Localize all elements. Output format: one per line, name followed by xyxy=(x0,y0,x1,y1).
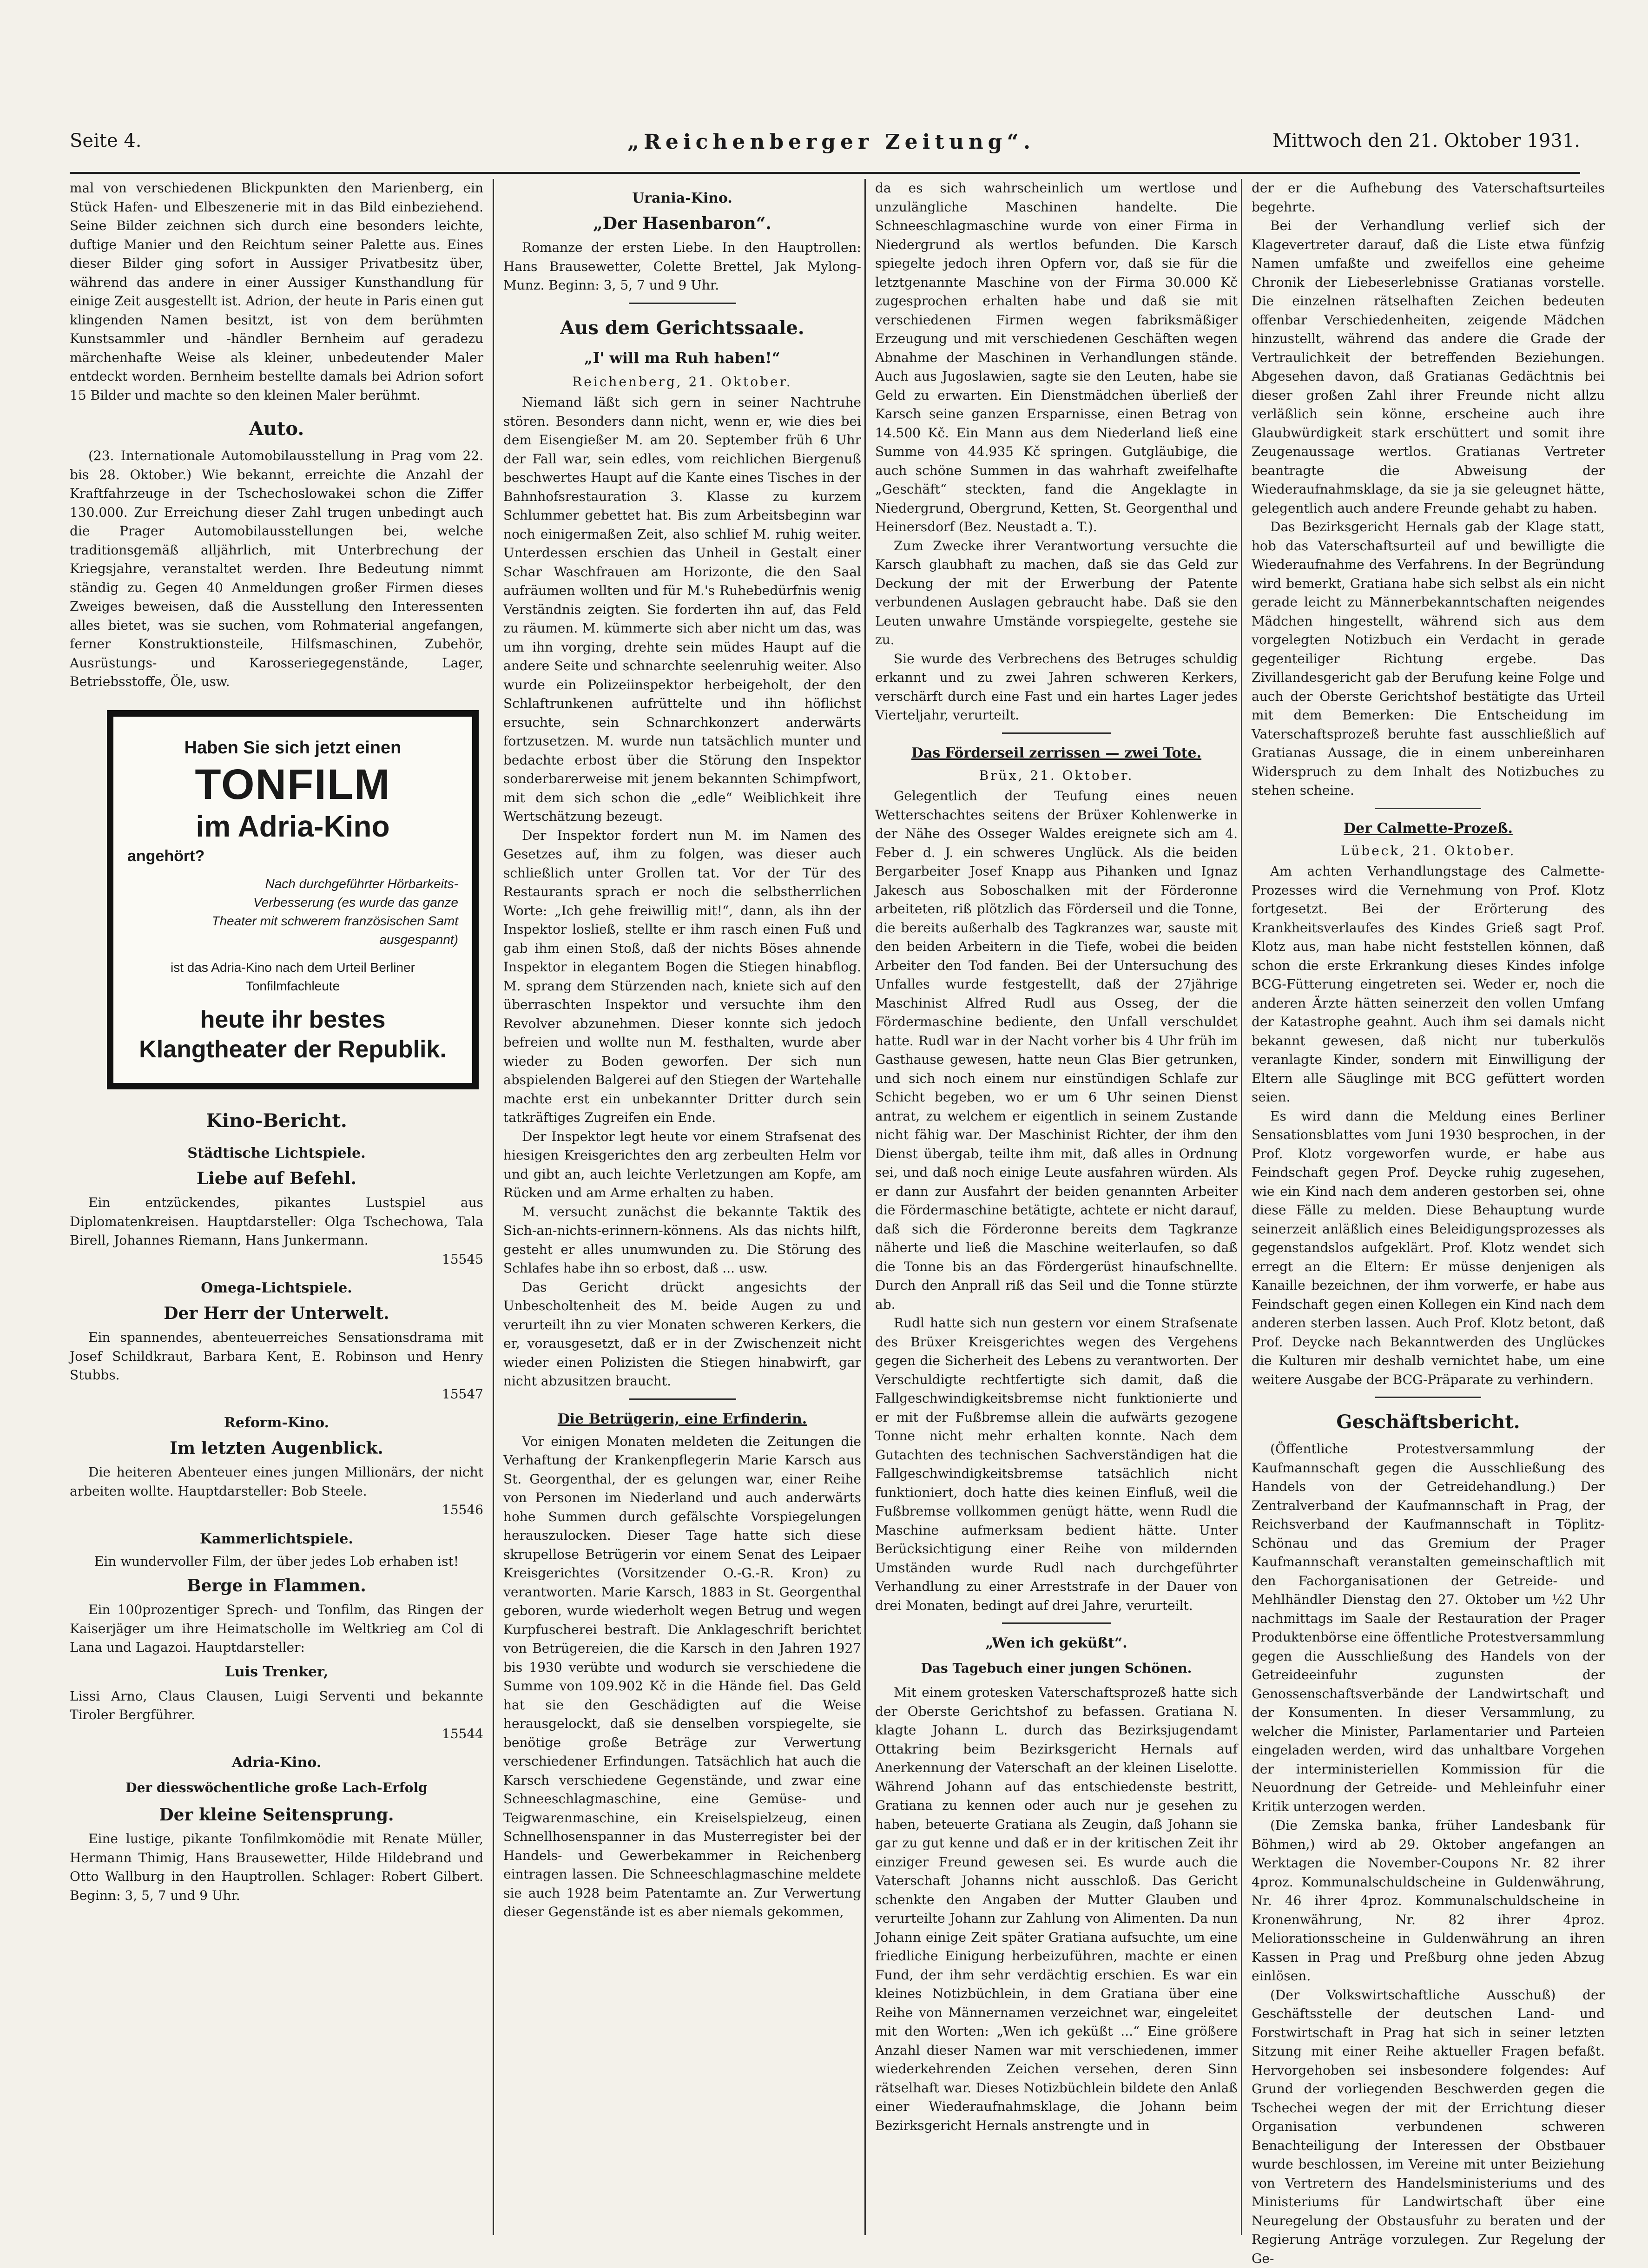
business-text-3: (Der Volkswirtschaftliche Ausschuß) der Geschäftsstelle der deutschen Land- und Forstwirtschaft in Prag hat sich in seiner letzten Sitzung mit einer Reihe aktueller Fragen befaßt. Hervorgehoben sei insbesondere folgendes: Auf Grund der vorliegenden Beschwerden gegen die Tschechei wegen der mit der Errichtung dieser Organisation verbundenen schweren Benachteiligung der Interessen der Obstbauer wurde beschlossen, im Vereine mit unter Beiziehung von Vertretern des Handelsministeriums und des Ministeriums für Landwirtschaft über eine Neuregelung der Obstausfuhr zu beraten und der Regierung Anträge vorzulegen. Zur Regelung der Ge- xyxy=(1252,1986,1605,2268)
business-text-2: (Die Zemska banka, früher Landesbank für Böhmen,) wird ab 29. Oktober angefangen an Werktagen die November-Coupons Nr. 82 ihrer 4proz. Kommunalschuldscheine in Guldenwährung, Nr. 46 ihrer 4proz. Kommunalschuldscheine in Kronenwährung, Nr. 82 ihrer 4proz. Meliorationsscheine in Guldenwährung an ihren Kassen in Prag und Preßburg ohne jeden Abzug einlösen. xyxy=(1252,1816,1605,1986)
ad-tonfilm: TONFILM xyxy=(127,760,458,809)
court-subheading: „I' will ma Ruh haben!“ xyxy=(503,346,861,370)
urania-heading: Urania-Kino. xyxy=(503,188,861,209)
film-desc-5: Eine lustige, pikante Tonfilmkomödie mit Renate Müller, Hermann Thimig, Hans Brausewetter, Hilde Hildebrand und Otto Wallburg in den Hauptrollen. Schlager: Robert Gilbert. Beginn: 3, 5, 7 und 9 Uhr. xyxy=(70,1830,483,1905)
calmette-heading: Der Calmette-Prozeß. xyxy=(1252,818,1605,839)
venue-kammer: Kammerlichtspiele. xyxy=(70,1529,483,1549)
venue-staedtische: Städtische Lichtspiele. xyxy=(70,1143,483,1164)
court-para-3: Der Inspektor legt heute vor einem Strafsenat des hiesigen Kreisgerichtes den arg zerbeulten Helm vor und gibt an, auch leichte Verletzungen am Kopfe, am Rücken und am Arme erhalten zu haben. xyxy=(503,1127,861,1203)
business-text-1: (Öffentliche Protestversammlung der Kaufmannschaft gegen die Ausschließung des Handels von der Getreidehandlung.) Der Zentralverband der Kaufmannschaft in Prag, der Reichsverband der Kaufmannschaft in Töplitz-Schönau und das Gremium der Prager Kaufmannschaft veranstalten gemeinschaftlich mit den Fachorganisationen der Getreide- und Mehlhändler Dienstag den 27. Oktober um ½2 Uhr nachmittags im Saale der Restauration der Prager Produktenbörse eine öffentliche Protestversammlung gegen die Ausschließung des Handels von der Getreideeinfuhr zugunsten der Genossenschaftsverbände der Landwirtschaft und der Konsumenten. In dieser Versammlung, zu welcher die Minister, Parlamentarier und Parteien eingeladen werden, wird das unhaltbare Vorgehen der interministeriellen Kommission für die Neuordnung der Getreide- und Mehleinfuhr einer Kritik unterzogen werden. xyxy=(1252,1440,1605,1816)
film-desc-3: Die heiteren Abenteuer eines jungen Millionärs, der nicht arbeiten wollte. Hauptdarsteller: Bob Steele. xyxy=(70,1463,483,1501)
ad-adria-kino: im Adria-Kino xyxy=(127,809,458,844)
court-para-5: Das Gericht drückt angesichts der Unbescholtenheit des M. beide Augen zu und verurteilt ihn zu vier Monaten schweren Kerkers, die er, vorausgesetzt, daß er in der Zwischenzeit nicht wieder einen Polizisten die Stiegen hinabwirft, gar nicht abzusitzen braucht. xyxy=(503,1278,861,1391)
column-1 xyxy=(70,179,483,2235)
divider xyxy=(629,303,736,304)
divider xyxy=(1002,1622,1111,1624)
page-header xyxy=(70,130,1580,158)
mine-dateline: Brüx, 21. Oktober. xyxy=(875,766,1238,785)
ad-number-1: 15545 xyxy=(70,1250,483,1269)
ad-slogan: heute ihr bestes Klangtheater der Republik. xyxy=(127,1005,458,1064)
film-desc-2: Ein spannendes, abenteuerreiches Sensationsdrama mit Josef Schildkraut, Barbara Kent, E. Robinson und Henry Stubbs. xyxy=(70,1328,483,1385)
fraud-cont-1: da es sich wahrscheinlich um wertlose und unzulängliche Maschinen handelte. Die Schneeschlagmaschine wurde von einer Firma in Niedergrund als wertlos befunden. Die Karsch spiegelte jedoch ihren Opfern vor, daß sie für die letztgenannte Maschine von der Firma 30.000 Kč zugesprochen erhalten habe und daß sie mit verschiedenen Firmen wegen fabriksmäßiger Erzeugung und mit verschiedenen Geschäften wegen Abnahme der Maschinen in Verhandlungen stände. Auch aus Jugoslawien, sagte sie den Leuten, habe sie Geld zu erwarten. Ein Dienstmädchen überließ der Karsch seine ganzen Ersparnisse, einen Betrag von 14.500 Kč. Ein Mann aus dem Niederland ließ eine Summe von 44.935 Kč springen. Gutgläubige, die auch schöne Summen in das wahrhaft zweifelhafte „Geschäft“ steckten, fand die Angeklagte in Niedergrund, Obergrund, Ketten, St. Georgenthal und Heinersdorf (Bez. Neustadt a. T.). xyxy=(875,179,1238,537)
kiss-cont-2: Bei der Verhandlung verlief sich der Klagevertreter darauf, daß die Liste etwa fünfzig Namen umfaßte und zweifellos eine geheime Chronik der Liebeserlebnisse Gratianas vorstelle. Die einzelnen rätselhaften Zeichen bedeuten offenbar Verschiedenheiten, zeigende Mädchen hinzustellt, während das andere die Grade der Vertraulichkeit der betreffenden Beziehungen. Abgesehen davon, daß Gratianas Gedächtnis bei dieser großen Zahl ihrer Freunde nicht allzu verläßlich sein könne, erscheine auch ihre Glaubwürdigkeit stark erschüttert und somit ihre Zeugenaussage wertlos. Gratianas Vertreter beantragte die Abweisung der Wiederaufnahmsklage, da sie ja sie geleugnet hätte, gelegentlich auch andere Freunde gehabt zu haben. xyxy=(1252,217,1605,518)
kiss-text: Mit einem grotesken Vaterschaftsprozeß hatte sich der Oberste Gerichtshof zu befassen. Gratiana N. klagte Johann L. durch das Bezirksjugendamt Ottakring beim Bezirksgericht Hernals auf Anerkennung der Vaterschaft an der kleinen Liselotte. Während Johann auf das entschiedenste bestritt, Gratiana zu kennen oder auch nur je gesehen zu haben, beteuerte Gratiana als Zeugin, daß Johann sie gar zu gut kenne und daß er in der kritischen Zeit ihr einziger Freund gewesen sei. Es wurde auch die Vaterschaft Johanns nicht ausschloß. Das Gericht schenkte den Angaben der Mutter Glauben und verurteilte Johann zur Zahlung von Alimenten. Da nun Johann einige Zeit später Gratiana aufsuchte, um eine friedliche Einigung herbeizuführen, machte er einen Fund, der ihm sehr verdächtig erschien. Es war ein kleines Notizbüchlein, in dem Gratiana über eine Reihe von Männernamen verzeichnet war, eingeleitet mit den Worten: „Wen ich geküßt ...“ Eine größere Anzahl dieser Namen war mit verschiedenen, immer wiederkehrenden Zeichen versehen, deren Sinn rätselhaft war. Dieses Notizbüchlein bildete den Anlaß einer Wiederaufnahmsklage, die Johann beim Bezirksgericht Hernals anstrengte und in xyxy=(875,1683,1238,2135)
venue-adria: Adria-Kino. xyxy=(70,1753,483,1773)
urania-text: Romanze der ersten Liebe. In den Hauptrollen: Hans Brausewetter, Colette Brettel, Jak Mylong-Munz. Beginn: 3, 5, 7 und 9 Uhr. xyxy=(503,238,861,295)
court-para-1: Niemand läßt sich gern in seiner Nachtruhe stören. Besonders dann nicht, wenn er, wie dies bei dem Eisengießer M. am 20. September früh 6 Uhr der Fall war, sein edles, vom reichlichen Biergenuß beschwertes Haupt auf die Kante eines Tisches in der Bahnhofsrestauration 3. Klasse zu kurzem Schlummer gebettet hat. Bis zum Arbeitsbeginn war noch einigermaßen Zeit, also schlief M. ruhig weiter. Unterdessen erschien das Unheil in Gestalt einer Schar Waschfrauen am Horizonte, die den Saal aufräumen wollten und für M.'s Ruhebedürfnis wenig Verständnis zeigten. Sie forderten ihn auf, das Feld zu räumen. M. kümmerte sich aber nicht um das, was um ihn vorging, drehte sein müdes Haupt auf die andere Seite und schnarchte seelenruhig weiter. Also wurde ein Polizeiinspektor herbeigeholt, der den Schlaftrunkenen aufrüttelte und ihn höflichst ersuchte, sein Schnarchkonzert anderwärts fortzusetzen. M. wurde nun tatsächlich munter und bedachte erbost über die Störung den Inspektor sonderbarerweise mit jenem bekannten Schimpfwort, mit dem sich schon die „edle“ Weiblichkeit ihre Wertschätzung bezeugt. xyxy=(503,393,861,826)
page-number: Seite 4. xyxy=(70,130,142,152)
divider xyxy=(629,1398,736,1400)
fraud-heading: Die Betrügerin, eine Erfinderin. xyxy=(503,1409,861,1430)
art-intro: mal von verschiedenen Blickpunkten den Marienberg, ein Stück Hafen- und Elbeszenerie mit in das Bild einbeziehend. Seine Bilder zeichnen sich durch eine besonders leichte, duftige Manier und den Reichtum seiner Palette aus. Eines dieser Bilder ging sofort in Aussiger Privatbesitz über, während das andere in einer Aussiger Kunsthandlung für einige Zeit ausgestellt ist. Adrion, der heute in Paris einen gut klingenden Namen besitzt, ist von dem berühmten Kunstsammler und -händler Bernheim auf geradezu märchenhafte Weise als kleiner, unbedeutender Maler entdeckt worden. Bernheim bestellte damals bei Adrion sofort 15 Bilder und machte so den kleinen Maler berühmt. xyxy=(70,179,483,405)
mine-text-2: Rudl hatte sich nun gestern vor einem Strafsenate des Brüxer Kreisgerichtes wegen des Vergehens gegen die Sicherheit des Lebens zu verantworten. Der Verschuldigte rechtfertigte sich damit, daß die Fallgeschwindigkeitsbremse nicht funktionierte und er mit der Fußbremse allein die aufwärts gezogene Tonne nicht mehr erhalten konnte. Nach dem Gutachten des technischen Sachverständigen hat die Fallgeschwindigkeitsbremse tatsächlich nicht funktioniert, doch hatte dies keinen Einfluß, weil die Fußbremse vollkommen genügt hätte, wenn Rudl die Maschine aufmerksam bedient hätte. Unter Berücksichtigung einer Reihe von mildernden Umständen wurde Rudl nach durchgeführter Verhandlung zu einer Arreststrafe in der Dauer von drei Monaten, bedingt auf drei Jahre, verurteilt. xyxy=(875,1314,1238,1615)
court-dateline: Reichenberg, 21. Oktober. xyxy=(503,373,861,392)
court-para-4: M. versucht zunächst die bekannte Taktik des Sich-an-nichts-erinnern-könnens. Als das nichts hilft, gesteht er alles unumwunden zu. Die Störung des Schlafes habe ihn so erbost, daß ... usw. xyxy=(503,1203,861,1278)
court-heading: Aus dem Gerichtssaale. xyxy=(503,315,861,341)
business-heading: Geschäftsbericht. xyxy=(1252,1409,1605,1435)
ad-number-3: 15546 xyxy=(70,1501,483,1520)
kiss-cont-3: Das Bezirksgericht Hernals gab der Klage statt, hob das Vaterschaftsurteil auf und bewilligte die Wiederaufnahme des Verfahrens. In der Begründung wird bemerkt, Gratiana habe sich selbst als ein nicht gerade leicht zu Männerbekanntschaften neigendes Mädchen hingestellt, während sich aus dem vorgelegten Notizbuch ein Verdacht in gerade gegenteiliger Richtung ergebe. Das Zivillandesgericht gab der Berufung keine Folge und auch der Oberste Gerichtshof bestätigte das Urteil mit dem Bemerken: Die Entscheidung im Vaterschaftsprozeß beruhte fast ausschließlich auf Gratianas Aussage, die in einem unbereinharen Widerspruch zu dem Inhalt des Notizbuches zu stehen scheine. xyxy=(1252,518,1605,800)
divider xyxy=(1002,732,1111,734)
film-star-4: Luis Trenker, xyxy=(70,1660,483,1684)
film-intro-4: Ein wundervoller Film, der über jedes Lob erhaben ist! xyxy=(70,1552,483,1571)
film-title-2: Der Herr der Unterwelt. xyxy=(70,1301,483,1325)
film-desc-1: Ein entzückendes, pikantes Lustspiel aus Diplomatenkreisen. Hauptdarsteller: Olga Tschechowa, Tala Birell, Johannes Riemann, Hans Junkermann. xyxy=(70,1193,483,1250)
mine-text: Gelegentlich der Teufung eines neuen Wetterschachtes seitens der Brüxer Kohlenwerke in der Nähe des Osseger Waldes ereignete sich am 4. Feber d. J. ein schweres Unglück. Als die beiden Bergarbeiter Josef Knapp aus Pihanken und Ignaz Jakesch aus Soboschalken mit der Förderonne arbeiteten, riß plötzlich das Förderseil und die Tonne, die bereits außerhalb des Tagkranzes war, sauste mit den beiden Arbeitern in die Tiefe, wobei die beiden Arbeiter den Tod fanden. Bei der Untersuchung des Unfalles wurde festgestellt, daß der 27jährige Maschinist Alfred Rudl aus Osseg, der die Fördermaschine bediente, den Unfall verschuldet hatte. Rudl war in der Nacht vorher bis 4 Uhr früh im Gasthause gewesen, hatte neun Glas Bier getrunken, und sich noch einem nur einstündigen Schlafe zur Schicht begeben, wo er um 6 Uhr seinen Dienst antrat, zu welchem er eigentlich in seinem Zustande nicht fähig war. Der Maschinist Richter, der ihm den Dienst übergab, teilte ihm mit, daß alles in Ordnung sei, und daß noch einige Leute ausfahren würden. Als er dann zur Ausfahrt der beiden genannten Arbeiter die Fördermaschine betätigte, achtete er nicht darauf, daß sich die Förderonne bereits dem Tagkranze näherte und ließ die Maschine weiterlaufen, so daß die Tonne bis an das Fördergerüst hinaufschnellte. Durch den Anprall riß das Seil und die Tonne stürzte ab. xyxy=(875,787,1238,1314)
divider xyxy=(1375,808,1481,809)
venue-omega: Omega-Lichtspiele. xyxy=(70,1278,483,1299)
adria-kino-advertisement xyxy=(107,710,479,1090)
fraud-cont-2: Zum Zwecke ihrer Verantwortung versuchte die Karsch glaubhaft zu machen, daß sie das Geld zur Deckung der mit der Erwerbung der Patente verbundenen Auslagen gebraucht habe. Daß sie den Leuten unwahre Umstände vorspiegelte, gestehe sie zu. xyxy=(875,537,1238,650)
ad-improvement-note: Nach durchgeführter Hörbarkeits-Verbesserung (es wurde das ganze Theater mit schwerem französischen Samt ausgespannt) xyxy=(211,875,458,949)
kiss-heading: „Wen ich geküßt“. xyxy=(875,1633,1238,1654)
film-desc-4: Ein 100prozentiger Sprech- und Tonfilm, das Ringen der Kaiserjäger um ihre Heimatscholle im Weltkrieg am Col di Lana und Lagazoi. Hauptdarsteller: xyxy=(70,1601,483,1657)
header-rule xyxy=(70,172,1580,174)
newspaper-title: „Reichenberger Zeitung“. xyxy=(627,130,1035,154)
ad-verdict: ist das Adria-Kino nach dem Urteil Berliner Tonfilmfachleute xyxy=(127,958,458,996)
kino-bericht-heading: Kino-Bericht. xyxy=(70,1108,483,1134)
ad-number-2: 15547 xyxy=(70,1385,483,1404)
fraud-text: Vor einigen Monaten meldeten die Zeitungen die Verhaftung der Krankenpflegerin Marie Karsch aus St. Georgenthal, der es gelungen war, einer Reihe von Personen im Niederland und auch anderwärts hohe Summen durch gefälschte Vorspiegelungen herauszulocken. Dieser Tage hatte sich diese skrupellose Betrügerin vor einem Senat des Leipaer Kreisgerichtes (Vorsitzender O.-G.-R. Kron) zu verantworten. Marie Karsch, 1883 in St. Georgenthal geboren, wurde wiederholt wegen Betrug und wegen Kurpfuscherei bestraft. Die Anklageschrift berichtet von Betrügereien, die die Karsch in den Jahren 1927 bis 1930 verübte und wodurch sie verschiedene die Summe von 109.902 Kč in die Hände fiel. Das Geld hat sie den Geschädigten auf die Weise herausgelockt, daß sie denselben vorspiegelte, sie benötige große Beträge zur Verwertung verschiedener Erfindungen. Tatsächlich hat auch die Karsch verschiedene Gegenstände, und zwar eine Schneeschlagmaschine, eine Gemüse- und Teigwarenmaschine, ein Kreiselspielzeug, einen Schnellhosenspanner in das Musterregister bei der Handels- und Gewerbekammer in Reichenberg eintragen lassen. Die Schneeschlagmaschine meldete sie auch 1928 beim Patentamte an. Zur Verwertung dieser Gegenstände ist es aber niemals gekommen, xyxy=(503,1432,861,1922)
mine-heading: Das Förderseil zerrissen — zwei Tote. xyxy=(875,743,1238,764)
calmette-text-2: Es wird dann die Meldung eines Berliner Sensationsblattes vom Juni 1930 besprochen, in der Prof. Klotz vorgeworfen wurde, er habe aus Feindschaft gegen Prof. Deycke ruhig zugesehen, wie ein Kind nach dem anderen gestorben sei, ohne diese Fälle zu melden. Diese Behauptung wurde seinerzeit anläßlich eines Beleidigungsprozesses als gegenstandslos aufgeklärt. Prof. Klotz wendet sich erregt an die Eltern: Er müsse denjenigen als Kanaille bezeichnen, der ihm vorwerfe, er habe aus Feindschaft gegen einen Kollegen ein Kind nach dem anderen sterben lassen. Auch Prof. Klotz betont, daß Prof. Deycke nach Bekanntwerden des Unglückes die Kulturen mir deshalb vernichtet habe, um eine weitere Ausgabe der BCG-Präparate zu verhindern. xyxy=(1252,1107,1605,1390)
column-2 xyxy=(493,179,861,2235)
calmette-dateline: Lübeck, 21. Oktober. xyxy=(1252,842,1605,861)
film-title-1: Liebe auf Befehl. xyxy=(70,1167,483,1191)
ad-question: angehört? xyxy=(127,847,458,866)
fraud-verdict: Sie wurde des Verbrechens des Betruges schuldig erkannt und zu zwei Jahren schweren Kerkers, verschärft durch eine Fast und ein hartes Lager jedes Vierteljahr, verurteilt. xyxy=(875,650,1238,725)
ad-number-4: 15544 xyxy=(70,1725,483,1744)
venue-reform: Reform-Kino. xyxy=(70,1413,483,1433)
court-para-2: Der Inspektor fordert nun M. im Namen des Gesetzes auf, ihm zu folgen, was dieser auch schließlich unter Grollen tat. Vor der Tür des Restaurants sprach er noch die selbstherrlichen Worte: „Ich gehe freiwillig mit!“, dann, als ihn der Inspektor losließ, stellte er ihm rasch einen Fuß und gab ihm einen Stoß, daß der nichts Böses ahnende Inspektor in elegantem Bogen die Stiegen hinabflog. M. sprang dem Stürzenden nach, kniete sich auf den überraschten Inspektor und versuchte ihm den Revolver abzunehmen. Dieser konnte sich jedoch befreien und wollte nun M. festhalten, wurde aber wieder zu Boden geworfen. Der sich nun abspielenden Balgerei auf den Stiegen der Wartehalle machte erst ein unbekannter Dritter durch sein tatkräftiges Zugreifen ein Ende. xyxy=(503,826,861,1127)
column-3 xyxy=(864,179,1238,2235)
kiss-subheading: Das Tagebuch einer jungen Schönen. xyxy=(875,1656,1238,1681)
auto-article: (23. Internationale Automobilausstellung in Prag vom 22. bis 28. Oktober.) Wie bekannt, erreichte die Anzahl der Kraftfahrzeuge in der Tschechoslowakei schon die Ziffer 130.000. Zur Erreichung dieser Zahl trugen unbedingt auch die Prager Automobilausstellungen bei, welche traditionsgemäß alljährlich, mit Unterbrechung der Kriegsjahre, veranstaltet werden. Ihre Bedeutung nimmt ständig zu. Gegen 40 Anmeldungen großer Firmen dieses Zweiges beweisen, daß die Ausstellung den Interessenten alles bietet, was sie suchen, vom Rohmaterial angefangen, ferner Konstruktionsteile, Hilfsmaschinen, Zubehör, Ausrüstungs- und Karosseriegegenstände, Lager, Betriebsstoffe, Öle, usw. xyxy=(70,447,483,692)
film-title-3: Im letzten Augenblick. xyxy=(70,1436,483,1460)
kiss-cont-1: der er die Aufhebung des Vaterschaftsurteiles begehrte. xyxy=(1252,179,1605,217)
film-title-4: Berge in Flammen. xyxy=(70,1574,483,1598)
calmette-text: Am achten Verhandlungstage des Calmette-Prozesses wird die Vernehmung von Prof. Klotz fortgesetzt. Bei der Erörterung des Krankheitsverlaufes des Kindes Grieß sagt Prof. Klotz aus, man habe nicht feststellen können, daß schon die erste Erkrankung dieses Kindes infolge BCG-Fütterung eingetreten sei. Weder er, noch die anderen Ärzte hätten seinerzeit den vollen Umfang der Katastrophe geahnt. Auch ihm sei damals nicht bekannt gewesen, daß nicht nur tuberkulös veranlagte Kinder, sondern mit Einwilligung der Eltern alle Säuglinge mit BCG gefüttert worden seien. xyxy=(1252,862,1605,1107)
urania-title: „Der Hasenbaron“. xyxy=(503,211,861,236)
divider xyxy=(1375,1397,1481,1398)
section-auto-heading: Auto. xyxy=(70,416,483,442)
film-sub-5: Der diesswöchentliche große Lach-Erfolg xyxy=(70,1776,483,1800)
film-cast-4: Lissi Arno, Claus Clausen, Luigi Serventi und bekannte Tiroler Bergführer. xyxy=(70,1687,483,1725)
film-title-5: Der kleine Seitensprung. xyxy=(70,1803,483,1827)
column-4 xyxy=(1241,179,1605,2235)
issue-date: Mittwoch den 21. Oktober 1931. xyxy=(1272,130,1580,152)
ad-line-1: Haben Sie sich jetzt einen xyxy=(127,735,458,760)
